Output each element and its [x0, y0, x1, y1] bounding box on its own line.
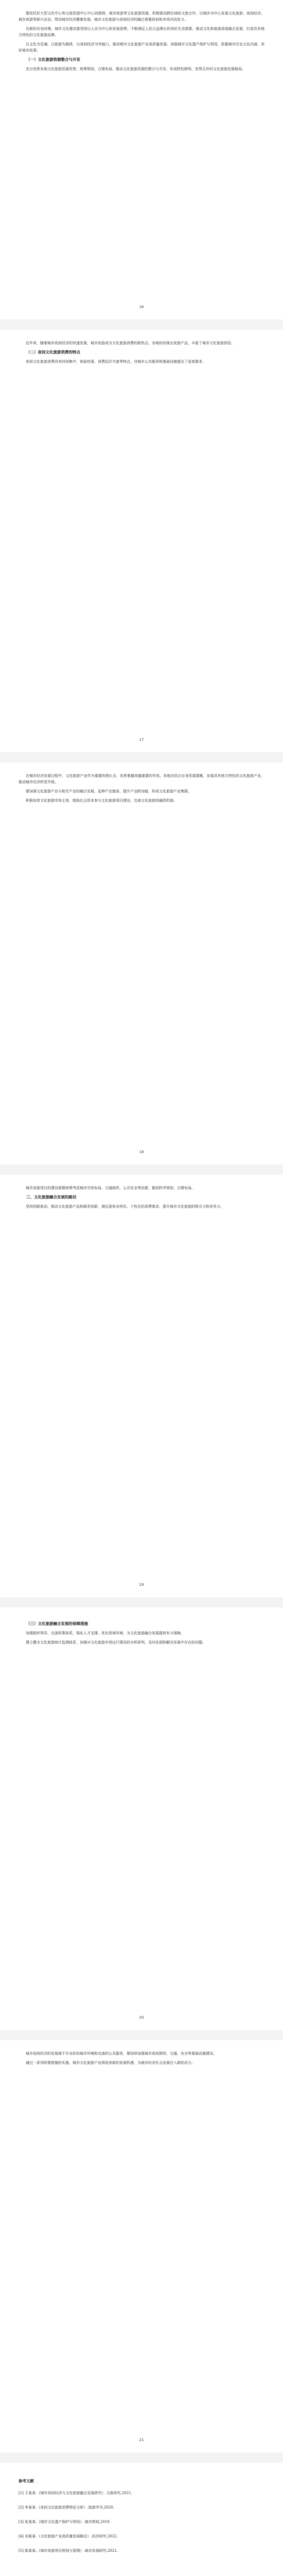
section-heading: （一）文化旅游资源整合与开发	[26, 57, 80, 62]
document-page	[0, 0, 283, 319]
paragraph: 要依托好大型文化中心和文旅资源中心中心的独特。城市夜游等文化旅游资源，积极推动跨区域的文旅合作。以城市为中心发展文化旅游、夜间经济、城市夜游等新兴业态，带动城市经济健康发展。城市文化旅游与夜间经济的融合需要政府和市场共同发力。	[19, 11, 264, 22]
page-number: 16	[139, 305, 144, 309]
reference-item: [5] 陈某某.《城市夜游项目规划与管理》.城市发展研究,2021.	[19, 2549, 118, 2553]
paragraph: 以文化为灵魂，以旅游为载体，以夜间经济为突破口，推动城市文化旅游产业高质量发展。加强城市文化遗产保护与利用，挖掘城市历史文化内涵，讲好城市故事。	[19, 42, 264, 53]
paragraph: 夜间文化旅游消费具有时间集中、体验性强、消费层次丰富等特点，对城市公共服务和基础设施提出了更高要求。	[26, 360, 206, 364]
reference-item: [4] 刘某某.《文化旅游产业高质量发展路径》.经济研究,2022.	[19, 2534, 118, 2538]
reference-item: [3] 张某某.《城市文化遗产保护与利用》.城市规划,2019.	[19, 2520, 111, 2524]
page-number: 21	[139, 2438, 144, 2442]
page-number: 17	[139, 738, 144, 742]
paragraph: 在新的历史时期，城市文化建设要坚持以人民为中心的发展思想，不断满足人民日益增长的美好生活需要。推动文化和旅游深度融合发展，打造具有地方特色的文化旅游品牌。	[19, 27, 264, 37]
page-number: 20	[139, 2015, 144, 2020]
paragraph: 近年来，随着城市夜间经济的快速发展，城市夜游成为文化旅游消费的新热点，各地纷纷推出夜游产品，丰富了城市文化旅游供给。	[26, 341, 235, 345]
paragraph: 要加强文化旅游产业与相关产业的融合发展，延伸产业链条，提升产业附加值，形成文化旅游产业集群。	[26, 789, 191, 793]
section-heading: （二）夜间文化旅游消费的特点	[26, 350, 80, 354]
reference-list	[19, 2490, 264, 2554]
paragraph: 积极培育文化旅游市场主体，鼓励社会资本参与文化旅游项目建设，完善文化旅游投融资机制。	[26, 799, 177, 803]
paragraph: 坚持创新驱动，推动文化旅游产品和服务创新，满足游客多样化、个性化的消费需求，提升城市文化旅游的吸引力和竞争力。	[26, 1205, 224, 1209]
document-page	[0, 330, 283, 752]
document-page	[0, 2040, 283, 2452]
paragraph: 城市夜间经济的发展离不开良好的城市环境和完善的公共服务，要持续加强城市夜间照明、交通、安全等基础设施建设。	[26, 2052, 217, 2056]
paragraph: 建立健全文化旅游统计监测体系，加强对文化旅游市场运行情况的分析研判，及时发现和解决发展中存在的问题。	[26, 1640, 206, 1645]
document-page	[0, 762, 283, 1164]
references-heading: 参考文献	[19, 2479, 34, 2483]
paragraph: 城市夜游项目的建设需要统筹考虑城市空间布局、交通组织、公共安全等因素，做到科学规划、合理布局。	[26, 1186, 195, 1190]
paragraph: 充分发挥各地文化旅游资源优势，统筹规划，合理布局，推动文化旅游资源的整合与开发，形成特色鲜明、优势互补的文化旅游发展格局。	[26, 67, 245, 71]
paragraph: 加强组织领导，完善政策体系，强化人才支撑，优化营商环境，为文化旅游融合发展提供有力保障。	[26, 1631, 184, 1635]
paragraph: 通过一系列政策措施的实施，城市文化旅游产业将迎来新的发展机遇，为城市经济社会发展注入新的活力。	[26, 2061, 195, 2065]
paragraph: 在城市经济发展过程中，文化旅游产业作为重要的增长点，发挥着越来越重要的作用。各地应结合自身资源禀赋，发展具有地方特色的文化旅游产业，推动城市经济转型升级。	[19, 774, 264, 784]
page-number: 19	[139, 1583, 144, 1587]
section-heading: 三、文化旅游融合发展的路径	[26, 1195, 77, 1199]
reference-item: [2] 李某某.《夜间文化旅游消费特征分析》.旅游学刊,2020.	[19, 2505, 114, 2510]
document-page	[0, 2463, 283, 2576]
section-heading: （三）文化旅游融合发展的保障措施	[26, 1621, 88, 1626]
document-page	[0, 1607, 283, 2030]
document-page	[0, 1175, 283, 1597]
page-number: 18	[139, 1150, 144, 1154]
reference-item: [1] 王某某.《城市夜间经济与文化旅游融合发展研究》.文旅研究,2021.	[19, 2491, 132, 2495]
